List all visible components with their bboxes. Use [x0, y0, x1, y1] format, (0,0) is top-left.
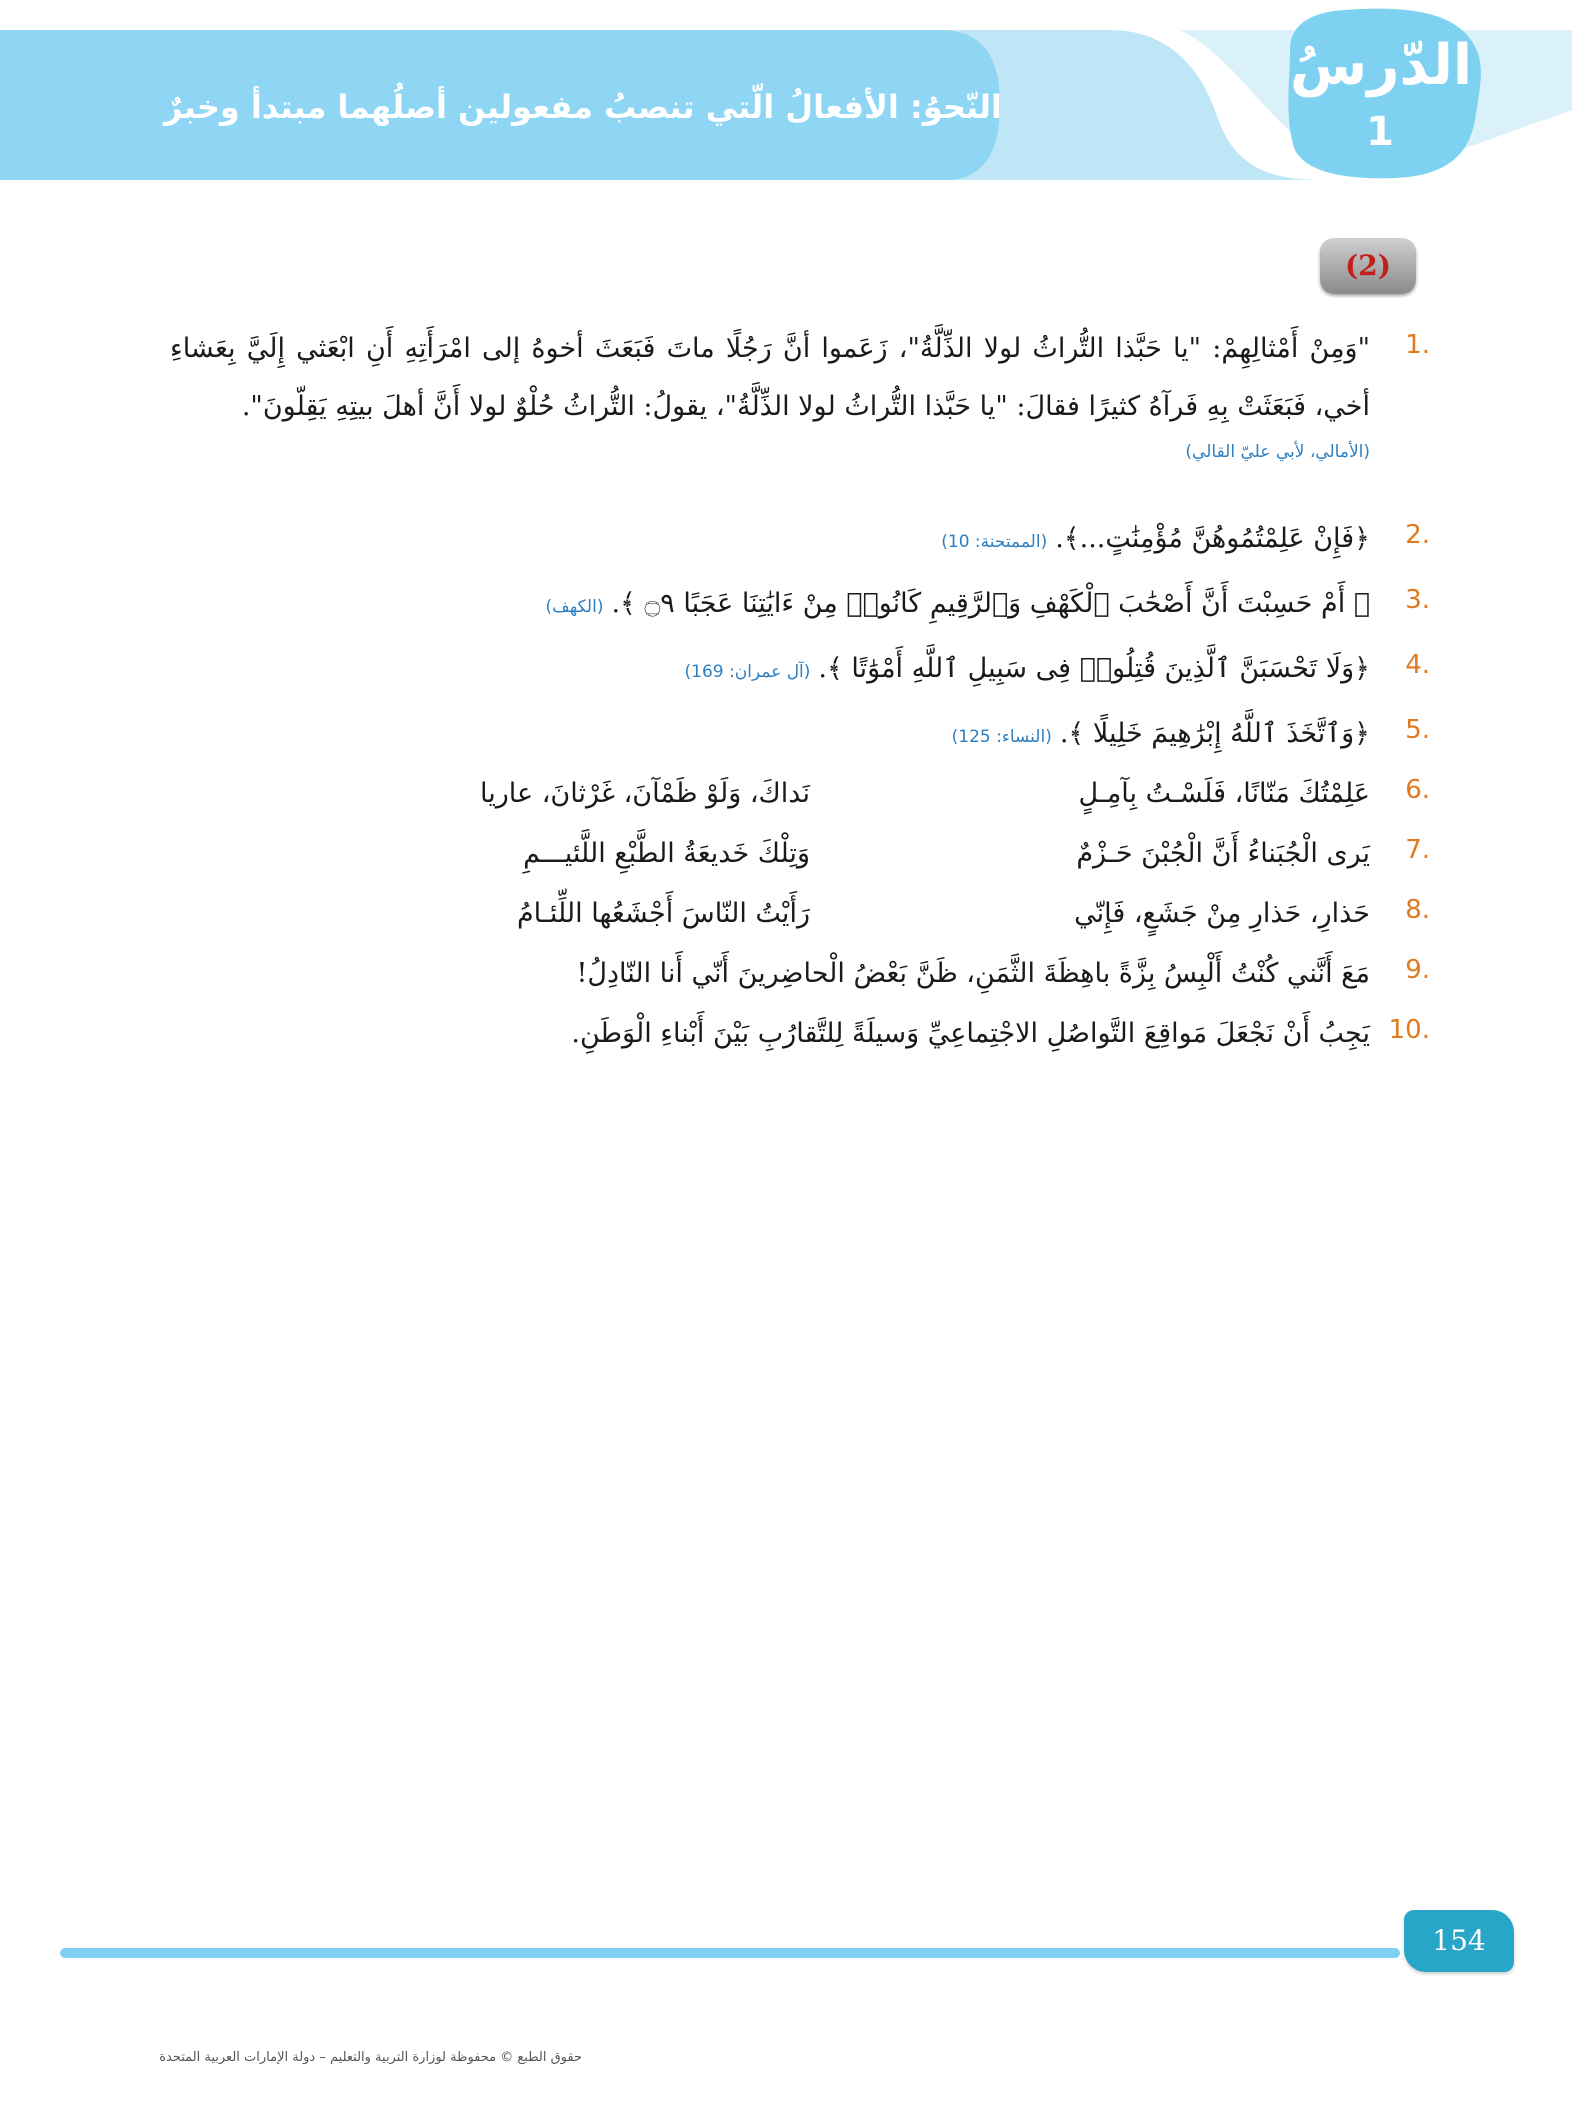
- lesson-header: [0, 0, 1572, 200]
- list-item: [170, 510, 1430, 571]
- footer-bar: [60, 1948, 1400, 1958]
- list-item: [170, 885, 1430, 943]
- item-text: "وَمِنْ أَمْثالِهِمْ: "يا حَبَّذا التُّراثُ لولا الذِّلَّةُ"، زَعَموا أنَّ رَجُلًا ماتَ فَبَعَثَ أخوهُ إلى امْرَأَتِهِ أَنِ ابْعَثي إِلَيَّ بِعَشاءِ أخي، فَبَعَثَتْ بِهِ فَرآهُ كثيرًا فقالَ: "يا حَبَّذا التُّراثُ لولا الذِّلَّةُ"، يقولُ: التُّراثُ حُلْوٌ لولا أَنَّ أهلَ بيتِهِ يَقِلّونَ".: [170, 333, 1370, 422]
- item-text: ﴿فَإِنْ عَلِمْتُمُوهُنَّ مُؤْمِنَٰتٍ...﴾.: [1055, 523, 1370, 554]
- item-number: 2.: [1405, 520, 1430, 550]
- list-item: [170, 1005, 1430, 1063]
- item-number: 9.: [1405, 955, 1430, 985]
- item-text: مَعَ أَنَّني كُنْتُ أَلْبِسُ بِزَّةً باهِظَةَ الثَّمَنِ، ظَنَّ بَعْضُ الْحاضِرينَ أَنّي أَنا النّادِلُ!: [576, 958, 1370, 989]
- item-source: (النساء: 125): [951, 727, 1052, 747]
- item-number: 10.: [1388, 1015, 1430, 1045]
- verse-line: [170, 765, 1370, 823]
- item-source: (الممتحنة: 10): [941, 532, 1048, 552]
- lesson-word: الدّرسُ: [1290, 33, 1473, 98]
- item-text: ﴿ أَمْ حَسِبْتَ أَنَّ أَصْحَٰبَ ٱلْكَهْفِ وَٱلرَّقِيمِ كَانُوا۟ مِنْ ءَايَٰتِنَا عَجَبًا ۝٩ ﴾.: [611, 588, 1370, 619]
- item-number: 6.: [1405, 775, 1430, 805]
- verse-second-hemistich: وَتِلْكَ خَديعَةُ الطَّبْعِ اللَّئيـــمِ: [523, 838, 810, 869]
- item-number: 3.: [1405, 585, 1430, 615]
- list-item: [170, 945, 1430, 1003]
- item-source: (الكهف): [545, 597, 604, 617]
- list-item: [170, 765, 1430, 823]
- list-item: [170, 640, 1430, 701]
- item-number: 1.: [1405, 330, 1430, 360]
- verse-second-hemistich: رَأَيْتُ النّاسَ أَجْشَعُها اللِّئـامُ: [516, 898, 810, 929]
- item-text: يَجِبُ أَنْ نَجْعَلَ مَواقِعَ التَّواصُلِ الاجْتِماعِيِّ وَسيلَةً لِلتَّقارُبِ بَيْنَ أَبْناءِ الْوَطَنِ.: [571, 1018, 1370, 1049]
- section-badge: (2): [1320, 238, 1416, 294]
- list-item: [170, 705, 1430, 766]
- item-number: 8.: [1405, 895, 1430, 925]
- page-number: 154: [1432, 1924, 1486, 1957]
- item-text: ﴿وَلَا تَحْسَبَنَّ ٱلَّذِينَ قُتِلُوا۟ فِى سَبِيلِ ٱللَّهِ أَمْوَٰتًا ﴾.: [818, 653, 1370, 684]
- list-item: [170, 320, 1430, 462]
- verse-first-hemistich: يَرى الْجُبَناءُ أَنَّ الْجُبْنَ حَـزْمٌ: [1076, 838, 1370, 869]
- lesson-number: 1: [1366, 109, 1394, 155]
- item-number: 4.: [1405, 650, 1430, 680]
- item-text: ﴿وَٱتَّخَذَ ٱللَّهُ إِبْرَٰهِيمَ خَلِيلًا ﴾.: [1059, 718, 1370, 749]
- verse-first-hemistich: عَلِمْتُكَ مَنّانًا، فَلَسْـتُ بِآمِـلٍ: [1078, 778, 1370, 809]
- list-item: [170, 825, 1430, 883]
- verse-line: [170, 825, 1370, 883]
- verse-second-hemistich: نَداكَ، وَلَوْ ظَمْآنَ، غَرْثانَ، عاريا: [480, 778, 810, 809]
- copyright-notice: حقوق الطبع © محفوظة لوزارة التربية والتعليم – دولة الإمارات العربية المتحدة: [159, 2050, 582, 2065]
- lesson-title: النّحوُ: الأفعالُ الّتي تنصبُ مفعولين أصلُهما مبتدأ وخبرٌ: [163, 88, 1002, 126]
- item-number: 5.: [1405, 715, 1430, 745]
- item-number: 7.: [1405, 835, 1430, 865]
- item-source: (الأمالي، لأبي عليّ القالي): [1185, 442, 1370, 462]
- verse-line: [170, 885, 1370, 943]
- list-item: [170, 575, 1430, 636]
- verse-first-hemistich: حَذارِ، حَذارِ مِنْ جَشَعٍ، فَإِنّي: [1074, 898, 1370, 929]
- item-source: (آل عمران: 169): [684, 662, 811, 682]
